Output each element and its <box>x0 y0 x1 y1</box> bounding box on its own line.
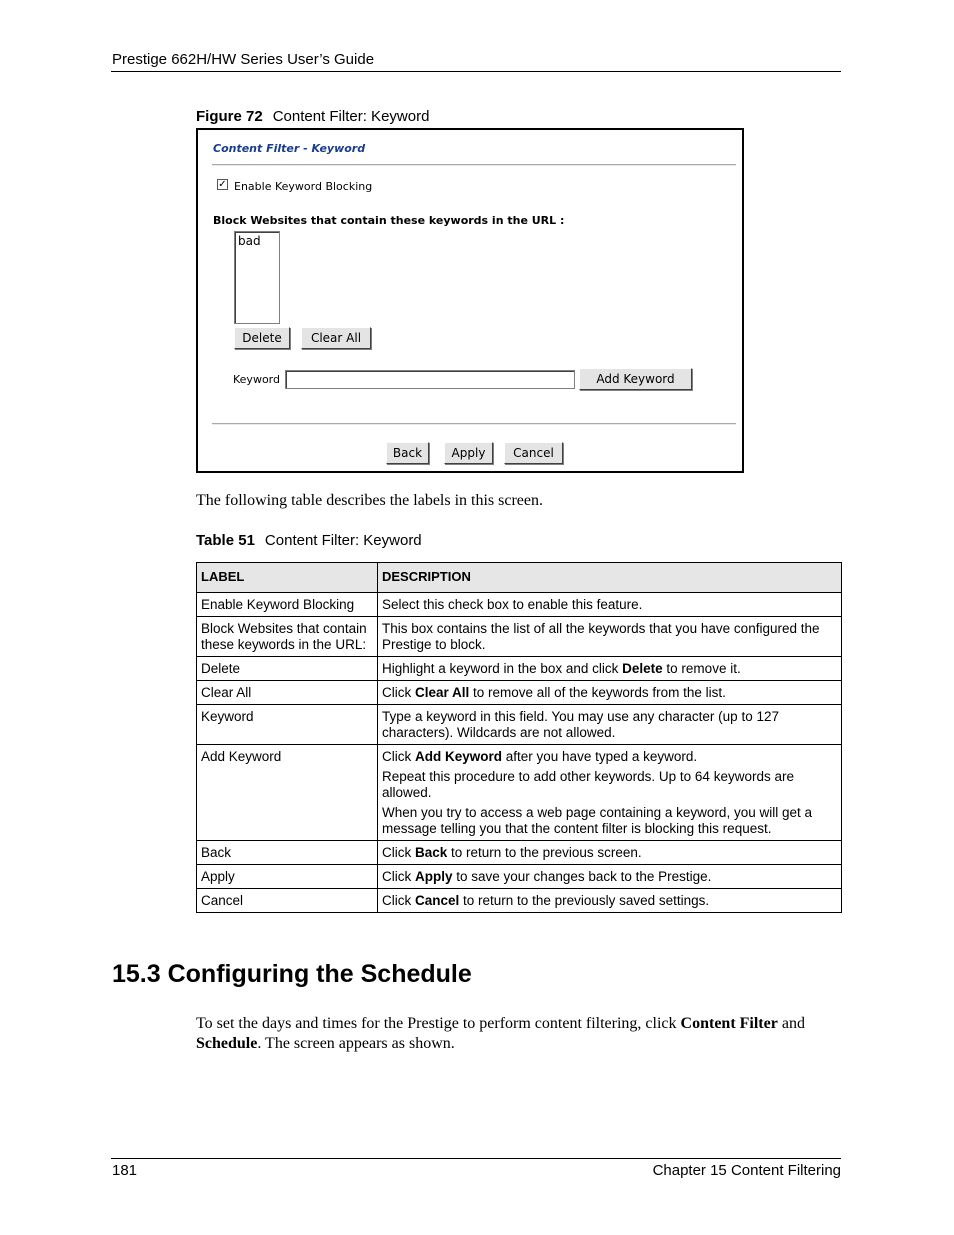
table-row <box>197 593 842 617</box>
description-text: Click <box>382 685 415 700</box>
table-caption-text: Content Filter: Keyword <box>264 532 422 549</box>
section-paragraph-text-3: . The screen appears as shown. <box>257 1035 455 1052</box>
description-text: to remove it. <box>662 661 741 676</box>
intro-text: The following table describes the labels in this screen. <box>196 492 544 509</box>
table-row <box>197 841 842 865</box>
description-table <box>196 562 842 913</box>
screen-title: Content Filter - Keyword <box>213 142 366 155</box>
section-heading: 15.3 Configuring the Schedule <box>112 960 472 988</box>
figure-label: Figure 72 <box>196 108 263 125</box>
table-label: Table 51 <box>196 532 255 549</box>
enable-keyword-blocking-label: Enable Keyword Blocking <box>234 180 373 193</box>
description-text: Click <box>382 845 415 860</box>
footer-divider <box>111 1158 841 1159</box>
table-cell-description <box>378 841 842 865</box>
description-paragraph <box>382 893 837 909</box>
figure-caption-text: Content Filter: Keyword <box>272 108 430 125</box>
table-cell-description <box>378 865 842 889</box>
description-text: Type a keyword in this field. You may use any character (up to 127 characters). Wildcards are not allowed. <box>382 709 779 740</box>
add-keyword-button[interactable]: Add Keyword <box>579 368 692 390</box>
table-cell-label: Apply <box>197 865 378 889</box>
table-cell-label: Block Websites that contain these keywords in the URL: <box>197 617 378 657</box>
table-caption <box>196 532 422 549</box>
description-column-header: DESCRIPTION <box>378 563 842 593</box>
table-cell-description <box>378 617 842 657</box>
page-header-title: Prestige 662H/HW Series User’s Guide <box>112 51 375 68</box>
description-term: Delete <box>622 661 663 676</box>
block-websites-heading: Block Websites that contain these keywords in the URL : <box>213 214 565 227</box>
label-column-header: LABEL <box>197 563 378 593</box>
table-cell-label: Clear All <box>197 681 378 705</box>
description-paragraph <box>382 845 837 861</box>
table-cell-label: Enable Keyword Blocking <box>197 593 378 617</box>
description-text: This box contains the list of all the keywords that you have configured the Prestige to block. <box>382 621 820 652</box>
content-filter-keyword-screen <box>196 128 744 473</box>
checkbox-check-icon: ✓ <box>218 179 227 190</box>
keyword-input-value <box>286 374 289 387</box>
content-filter-term: Content Filter <box>680 1015 778 1032</box>
section-paragraph-text-2: and <box>777 1015 805 1032</box>
enable-keyword-blocking-checkbox[interactable] <box>217 179 228 190</box>
description-paragraph <box>382 709 837 741</box>
description-term: Clear All <box>415 685 470 700</box>
description-text: Repeat this procedure to add other keywords. Up to 64 keywords are allowed. <box>382 769 794 800</box>
clear-all-button[interactable]: Clear All <box>301 327 371 349</box>
chapter-title: Chapter 15 Content Filtering <box>652 1162 841 1179</box>
description-text: to return to the previously saved settings. <box>459 893 710 908</box>
description-term: Back <box>415 845 448 860</box>
description-paragraph <box>382 769 837 801</box>
table-row <box>197 865 842 889</box>
description-paragraph <box>382 661 837 677</box>
table-cell-label: Back <box>197 841 378 865</box>
keyword-input[interactable] <box>285 370 575 389</box>
description-text: to save your changes back to the Prestige. <box>452 869 712 884</box>
schedule-term: Schedule <box>196 1035 258 1052</box>
page-number: 181 <box>112 1162 138 1179</box>
table-cell-description <box>378 681 842 705</box>
table-cell-description <box>378 745 842 841</box>
table-cell-description <box>378 889 842 913</box>
cancel-button[interactable]: Cancel <box>504 442 563 464</box>
description-text: to return to the previous screen. <box>447 845 642 860</box>
description-paragraph <box>382 869 837 885</box>
table-cell-label: Delete <box>197 657 378 681</box>
description-paragraph <box>382 805 837 837</box>
description-paragraph <box>382 621 837 653</box>
description-term: Add Keyword <box>415 749 503 764</box>
description-text: to remove all of the keywords from the list. <box>469 685 726 700</box>
screen-divider-bottom <box>212 423 736 425</box>
table-cell-description <box>378 705 842 745</box>
description-text: Select this check box to enable this feature. <box>382 597 643 612</box>
table-body <box>197 593 842 913</box>
description-text: Click <box>382 893 415 908</box>
description-paragraph <box>382 685 837 701</box>
screen-divider-top <box>212 164 736 166</box>
delete-button[interactable]: Delete <box>234 327 290 349</box>
description-text: after you have typed a keyword. <box>502 749 698 764</box>
keyword-listbox[interactable] <box>234 231 280 324</box>
description-text: Click <box>382 869 415 884</box>
table-row <box>197 681 842 705</box>
figure-caption <box>196 108 429 125</box>
keyword-list-item[interactable]: bad <box>238 234 261 248</box>
description-text: Click <box>382 749 415 764</box>
table-cell-description <box>378 593 842 617</box>
description-paragraph <box>382 597 837 613</box>
apply-button[interactable]: Apply <box>444 442 493 464</box>
section-paragraph <box>196 1014 846 1054</box>
table-row <box>197 657 842 681</box>
header-divider <box>111 71 841 72</box>
table-row <box>197 889 842 913</box>
table-cell-label: Keyword <box>197 705 378 745</box>
description-paragraph <box>382 749 837 765</box>
section-paragraph-text-1: To set the days and times for the Prestige to perform content filtering, click <box>196 1015 681 1032</box>
description-text: When you try to access a web page containing a keyword, you will get a message telling you that the content filter is blocking this request. <box>382 805 812 836</box>
table-cell-label: Add Keyword <box>197 745 378 841</box>
table-cell-description <box>378 657 842 681</box>
description-term: Apply <box>415 869 453 884</box>
table-row <box>197 745 842 841</box>
table-row <box>197 617 842 657</box>
description-text: Highlight a keyword in the box and click <box>382 661 623 676</box>
table-row <box>197 705 842 745</box>
back-button[interactable]: Back <box>386 442 429 464</box>
keyword-label: Keyword <box>233 373 280 386</box>
table-header-row <box>197 563 842 593</box>
description-term: Cancel <box>415 893 460 908</box>
table-cell-label: Cancel <box>197 889 378 913</box>
